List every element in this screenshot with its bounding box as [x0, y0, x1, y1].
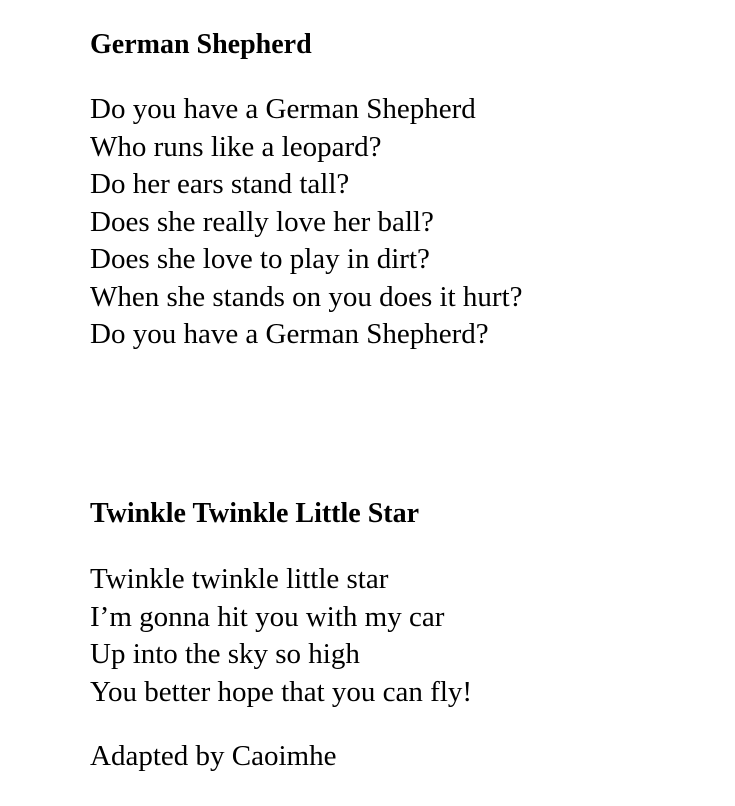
poem-title-twinkle-twinkle: Twinkle Twinkle Little Star [90, 498, 420, 529]
poem-line: Who runs like a leopard? [90, 130, 382, 163]
poem-line: Do her ears stand tall? [90, 168, 350, 200]
poem-line: You better hope that you can fly! [90, 675, 473, 708]
poem-body-twinkle-twinkle [90, 561, 472, 711]
poem-line: When she stands on you does it hurt? [90, 280, 523, 313]
poem-body-german-shepherd [90, 91, 523, 354]
poem-line: I’m gonna hit you with my car [90, 600, 445, 633]
poem-line: Do you have a German Shepherd [90, 93, 476, 125]
poem-line: Do you have a German Shepherd? [90, 318, 489, 350]
poem-line: Does she love to play in dirt? [90, 243, 430, 275]
poem-title-german-shepherd: German Shepherd [90, 29, 312, 60]
author-credit: Adapted by Caoimhe [90, 740, 337, 772]
poem-line: Does she really love her ball? [90, 205, 434, 238]
poem-line: Twinkle twinkle little star [90, 563, 389, 595]
poem-line: Up into the sky so high [90, 638, 360, 670]
